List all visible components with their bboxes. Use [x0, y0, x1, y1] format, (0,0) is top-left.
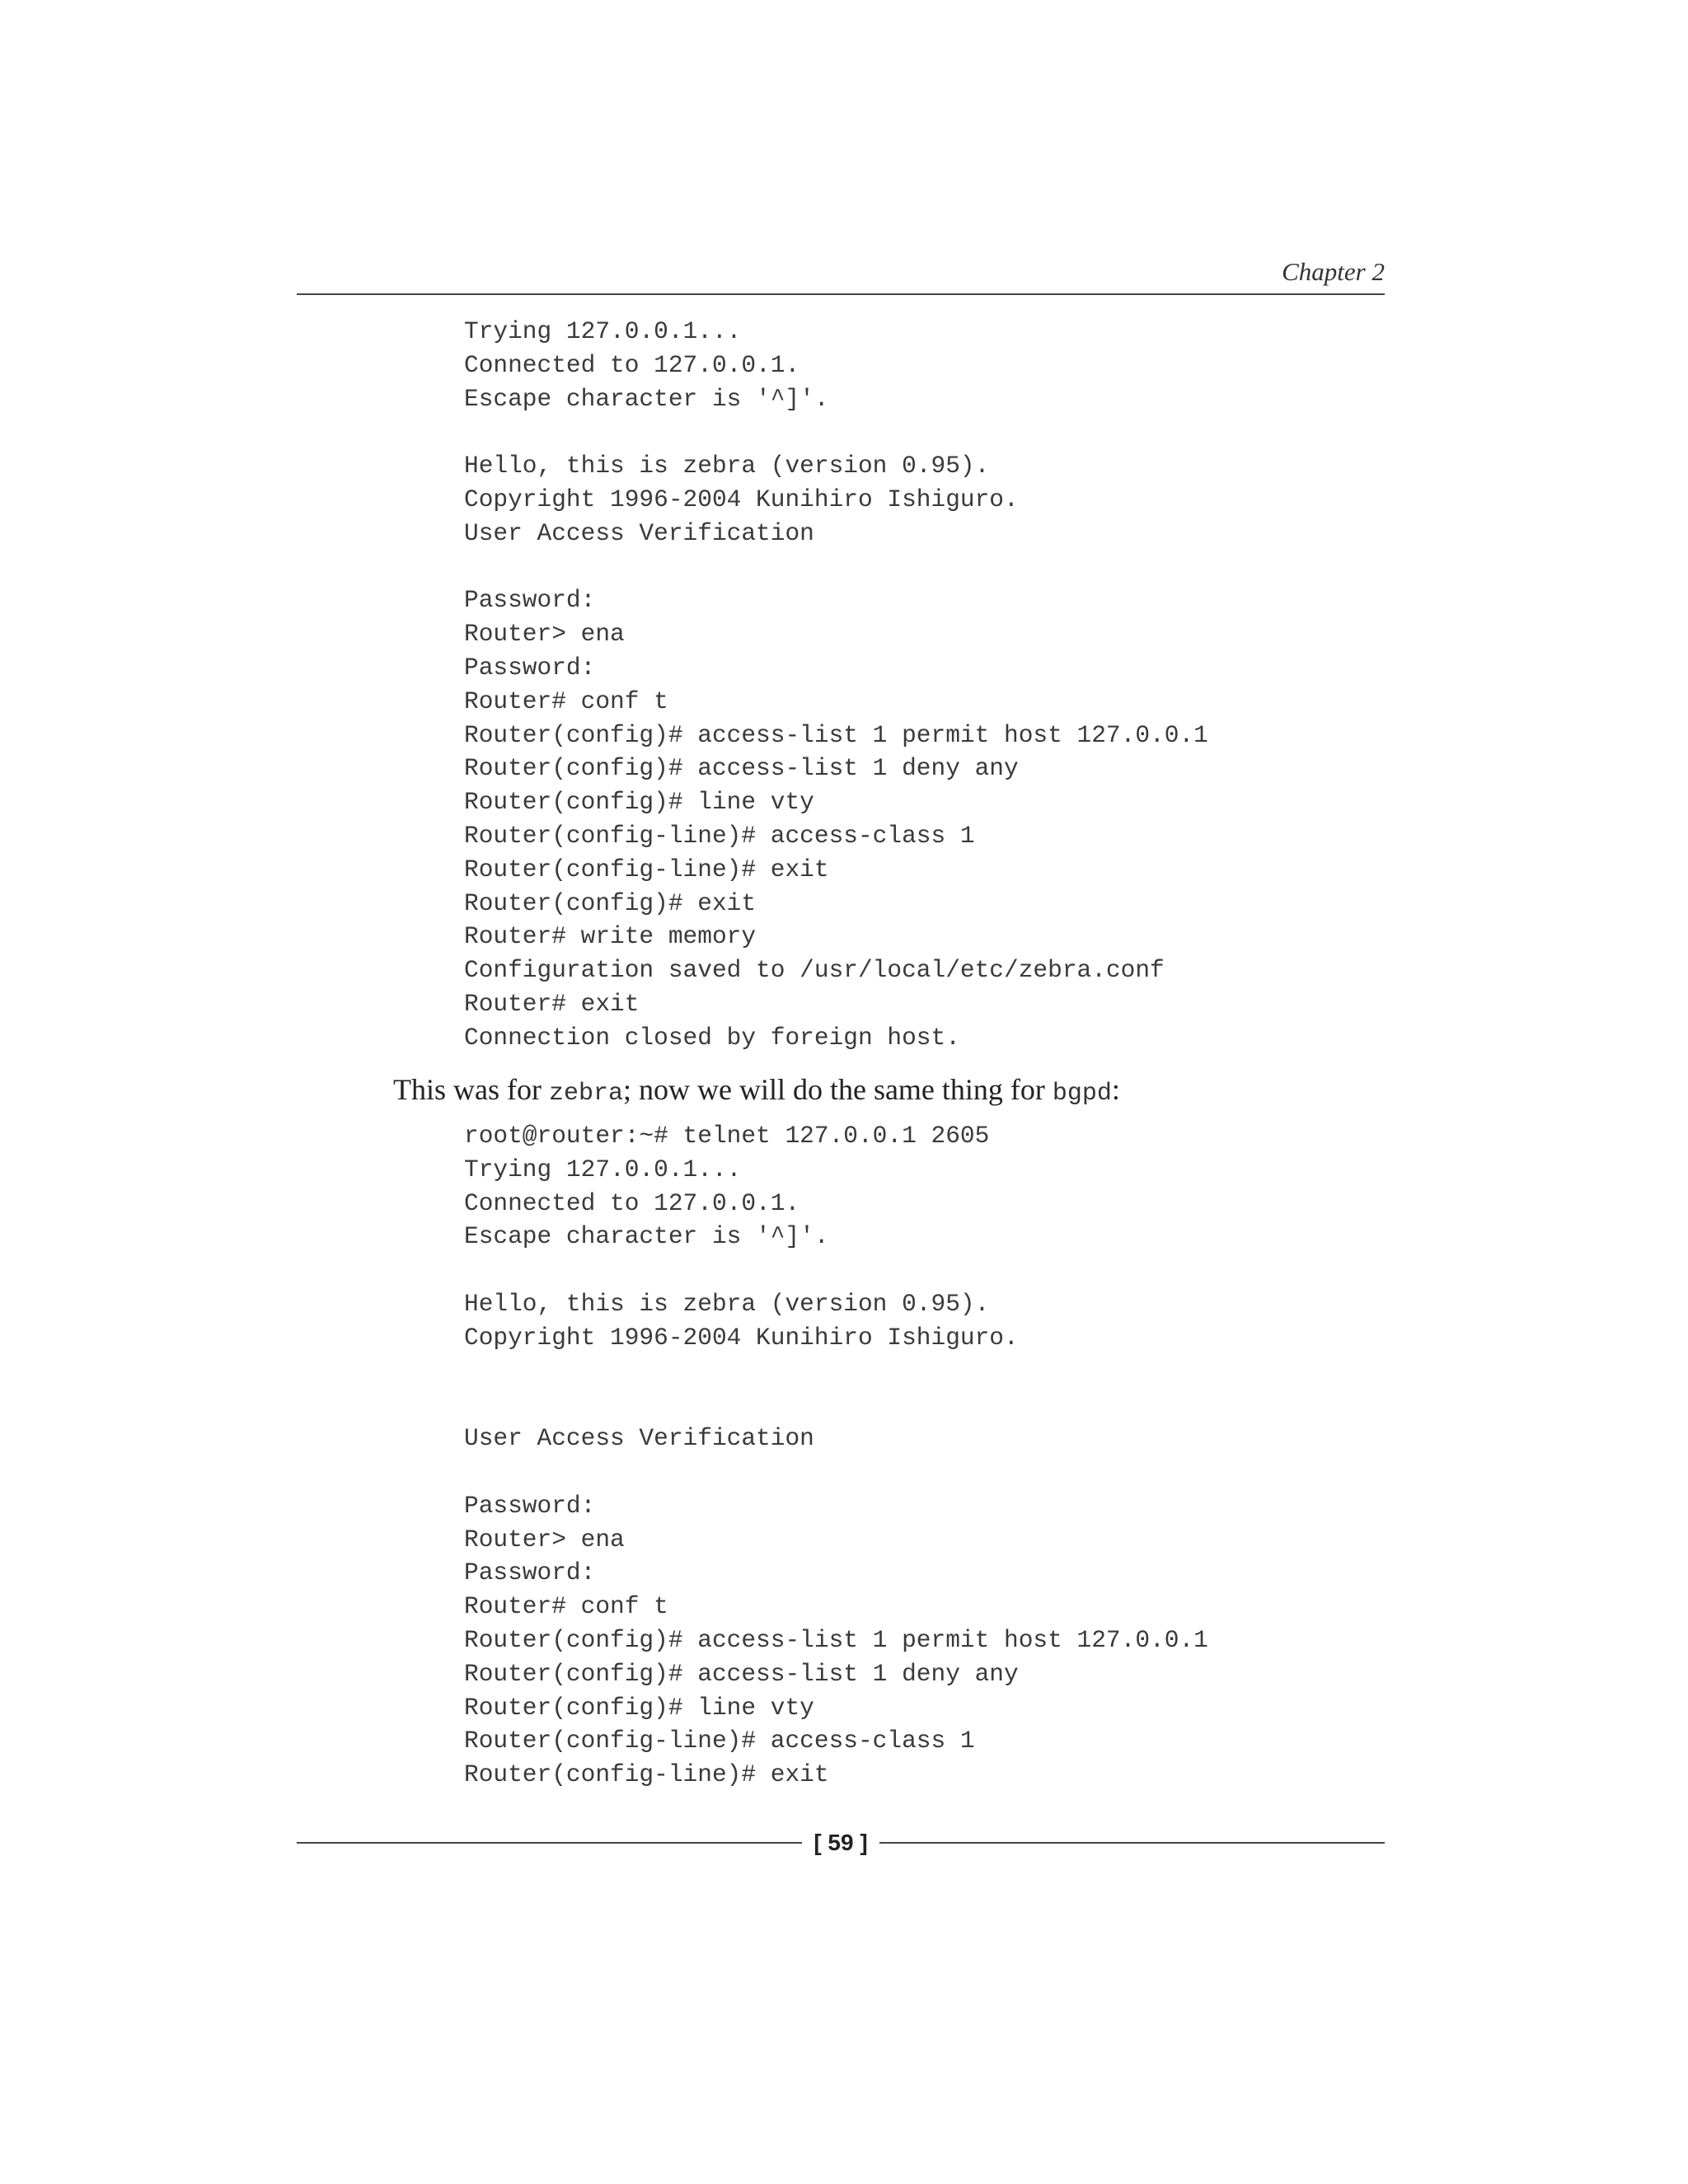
code-line: Password:: [464, 1491, 596, 1520]
footer-rule-left: [297, 1842, 802, 1844]
code-line: Connected to 127.0.0.1.: [464, 1188, 800, 1217]
paragraph-text-after: :: [1111, 1073, 1120, 1106]
code-line: Connection closed by foreign host.: [464, 1023, 960, 1052]
code-line: Trying 127.0.0.1...: [464, 1155, 742, 1183]
code-line: Trying 127.0.0.1...: [464, 317, 742, 345]
code-line: Escape character is '^]'.: [464, 1222, 829, 1251]
code-line: Password:: [464, 1558, 596, 1587]
code-line: Router(config)# access-list 1 permit host 127.0.0.1: [464, 1625, 1208, 1654]
code-line: Router# exit: [464, 989, 640, 1018]
code-line: Router# conf t: [464, 1592, 668, 1621]
code-line: Router# conf t: [464, 687, 668, 715]
inline-code-bgpd: bgpd: [1052, 1080, 1112, 1108]
code-line: Router(config)# exit: [464, 888, 757, 917]
footer-rule-right: [879, 1842, 1385, 1844]
code-line: [464, 1388, 1208, 1422]
code-line: User Access Verification: [464, 518, 814, 547]
paragraph-text-middle: ; now we will do the same thing for: [622, 1073, 1053, 1106]
code-line: [464, 415, 1208, 449]
code-line: Router(config)# line vty: [464, 788, 814, 817]
code-line: Router# write memory: [464, 922, 757, 951]
code-line: Router(config)# access-list 1 deny any: [464, 754, 1019, 783]
code-line: [464, 1254, 1208, 1287]
chapter-label: Chapter 2: [1282, 257, 1385, 286]
code-line: Router(config-line)# exit: [464, 855, 829, 883]
code-line: Router(config-line)# access-class 1: [464, 1727, 975, 1755]
code-line: Configuration saved to /usr/local/etc/zebra.conf: [464, 956, 1165, 985]
paragraph-text-before: This was for: [393, 1073, 549, 1106]
code-line: Router> ena: [464, 1525, 625, 1554]
code-line: [464, 551, 1208, 584]
code-line: Hello, this is zebra (version 0.95).: [464, 1289, 990, 1318]
code-line: User Access Verification: [464, 1424, 814, 1453]
page-footer: [297, 1825, 1385, 1861]
code-line: Copyright 1996-2004 Kunihiro Ishiguro.: [464, 1323, 1019, 1352]
body-paragraph: [393, 1071, 1120, 1112]
code-line: Router> ena: [464, 620, 625, 649]
code-line: Router(config-line)# exit: [464, 1760, 829, 1789]
code-line: Connected to 127.0.0.1.: [464, 350, 800, 379]
code-line: Router(config)# access-list 1 deny any: [464, 1659, 1019, 1688]
code-line: Hello, this is zebra (version 0.95).: [464, 452, 990, 480]
inline-code-zebra: zebra: [548, 1080, 623, 1108]
code-line: [464, 1455, 1208, 1489]
code-line: Escape character is '^]'.: [464, 384, 829, 413]
code-line: root@router:~# telnet 127.0.0.1 2605: [464, 1122, 990, 1150]
code-line: Password:: [464, 586, 596, 615]
code-line: Password:: [464, 653, 596, 682]
code-block-telnet-bgpd: [464, 1119, 1208, 1792]
code-line: Router(config-line)# access-class 1: [464, 821, 975, 850]
code-line: Copyright 1996-2004 Kunihiro Ishiguro.: [464, 485, 1019, 513]
code-block-telnet-zebra: [464, 315, 1208, 1055]
code-line: Router(config)# line vty: [464, 1693, 814, 1722]
code-line: Router(config)# access-list 1 permit host 127.0.0.1: [464, 720, 1208, 749]
page-number: [ 59 ]: [814, 1830, 868, 1855]
code-line: [464, 1355, 1208, 1389]
page-header: [297, 257, 1385, 295]
